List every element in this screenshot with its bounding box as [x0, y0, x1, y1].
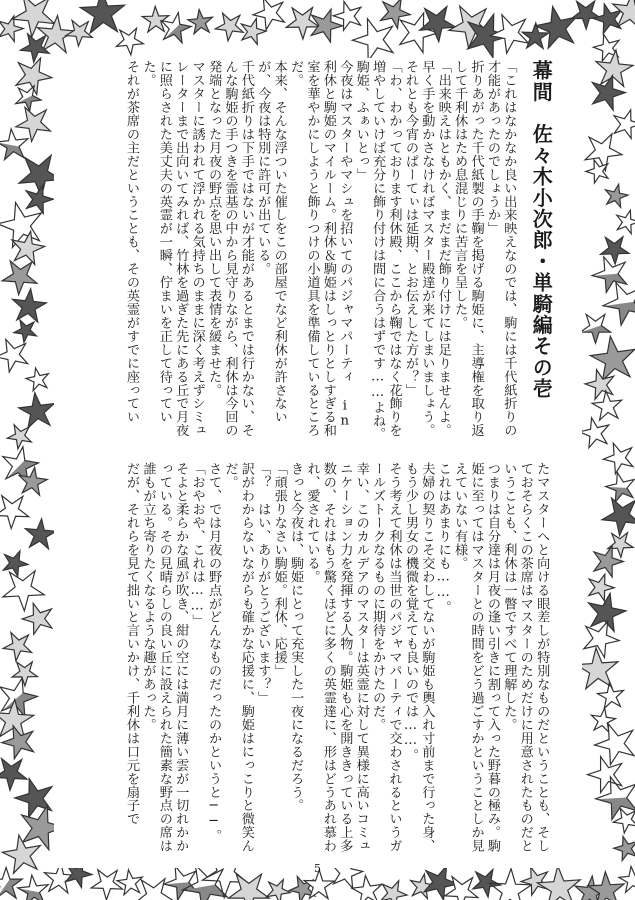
- star-shape: [24, 517, 57, 549]
- star-shape: [112, 22, 148, 58]
- star-shape: [10, 287, 47, 323]
- star-shape: [263, 874, 295, 900]
- paragraph: 「出来映えはともかく、まだまだ飾り付けには足りませんよ。早く手を動かさなければマスター殿達が来てしまいましょう。それとも今宵のぱーてぃは延期、とお伝えした方が？」: [402, 60, 451, 437]
- paragraph: マスターに誘われて浮かれる気持ちのままに深く考えずシミュレーターまで出向いてみれば、竹林を過ぎた先にある丘で月夜に照らされた美丈夫の英霊が一瞬、佇まいを正して待ってい た。: [140, 60, 205, 439]
- star-shape: [0, 673, 41, 718]
- star-shape: [0, 251, 45, 299]
- lower-text-block: [54, 462, 582, 854]
- paragraph: 幸い、このカルデアのマスターは英霊に対して異様に高いコミュニケーション力を発揮する人物。駒姫も心を開ききっている上多数の、それはもう驚くほどに多くの英霊達に、形はどうあれ慕われ、愛されている。: [304, 462, 369, 853]
- paragraph: 「？ はい、ありがとうございます？」: [255, 462, 271, 705]
- paragraph: 「わ、わかっております利休殿、ここから鞠ではなく花飾りを増やしていけば充分に飾り付けは間に合うはずです……よね。駒姫、ふぁいとっ」: [353, 60, 402, 441]
- star-shape: [0, 625, 39, 665]
- text-frame: [54, 58, 582, 868]
- paragraph: たマスターへと向ける眼差しが特別なものだということも、そしておそらくこの茶席はマスターのためだけに用意されたものだということも、利休は一瞥ですべて理解した。: [501, 462, 550, 853]
- chapter-title: 幕間 佐々木小次郎・単騎編その壱: [529, 60, 554, 400]
- star-shape: [330, 0, 369, 35]
- upper-text-block: [54, 60, 582, 445]
- star-shape: [590, 714, 635, 770]
- paragraph: 今夜はマスターやマシュを招いてのパジャマパーティ in 利休と駒姫のマイルーム。利休＆駒姫はしっとりとしすぎる和室を華やかにしようと飾りつけの小道具を準備しているところだ。: [288, 60, 353, 445]
- star-shape: [611, 831, 635, 864]
- star-shape: [596, 229, 635, 267]
- paragraph: 夫婦の契りこそ交わしてないが駒姫も輿入れ寸前まで行った身、もう少し男女の機微を覚えても良いのでは……。: [402, 462, 435, 853]
- star-shape: [11, 98, 59, 146]
- paragraph: これはあまりにも……。: [435, 462, 451, 614]
- paragraph: 千代紙折りは下手ではないが才能があるとまでは行かない、そんな駒姫の手つきを霊基の中から見守りながら、利休は今回の発端となった月夜の野点を思い出して表情を緩ませた。: [206, 60, 254, 437]
- star-shape: [594, 48, 635, 87]
- paragraph: だが、それらを見て拙いと言いかけ、千利休は口元を扇子で: [124, 462, 140, 826]
- star-shape: [602, 182, 630, 209]
- paragraph: 「おやおや、これは……」: [189, 462, 205, 628]
- paragraph: きっと今夜は、駒姫にとって充実した一夜になるだろう。: [288, 462, 304, 813]
- star-shape: [0, 546, 32, 578]
- star-shape: [595, 679, 629, 713]
- paragraph: つまりは自分達は月夜の逢い引きに割って入った野暮の極み。駒姫に至ってはマスターとの時間をどう過ごすかということしか見えていない有様。: [452, 462, 500, 853]
- paragraph: そう考えて利休は当世のパジャマパーティで交わされるというガールズトークなるものに期待をかけたのだ。: [370, 462, 402, 853]
- star-shape: [349, 871, 387, 900]
- star-shape: [376, 875, 411, 900]
- star-shape: [24, 364, 54, 395]
- paragraph: 「これはなかなか良い出来映えなのでは、駒には千代紙折りの才能があったのでしょうか」: [484, 60, 517, 437]
- paragraph: 訳がわからないながらも確かな応援に、駒姫はにっこりと微笑んだ。: [222, 462, 254, 853]
- star-shape: [0, 486, 36, 533]
- star-shape: [0, 331, 37, 376]
- star-shape: [603, 467, 635, 507]
- paragraph: さて、では月夜の野点がどんなものだったのかというと──。: [206, 462, 222, 843]
- paragraph: 「頑張りなさい駒姫。利休、応援」: [271, 462, 287, 678]
- star-shape: [186, 6, 218, 38]
- paragraph: 折りあがった千代紙製の手鞠を掲げる駒姫に、主導権を取り返して千利休はため息混じりに苦言を呈した。: [452, 60, 484, 437]
- star-shape: [8, 655, 43, 689]
- page-number: 5: [314, 862, 321, 875]
- paragraph: そよと柔らかな風が吹き、紺の空には満月に薄い雲が一切れかかっている。その見晴らしの良い丘に設えられた簡素な野点の席は誰もが立ち寄りたくなるような趣があった。: [140, 462, 189, 853]
- paragraph: 本来、そんな浮ついた催しをこの部屋でなど利休が許さないが、今夜は特別に許可が出ている。: [255, 60, 287, 424]
- star-shape: [588, 249, 635, 298]
- star-shape: [591, 29, 627, 65]
- star-shape: [613, 207, 635, 235]
- star-shape: [576, 412, 616, 452]
- paragraph: それが茶席の主だということも、その英霊がすでに座ってい: [124, 60, 140, 424]
